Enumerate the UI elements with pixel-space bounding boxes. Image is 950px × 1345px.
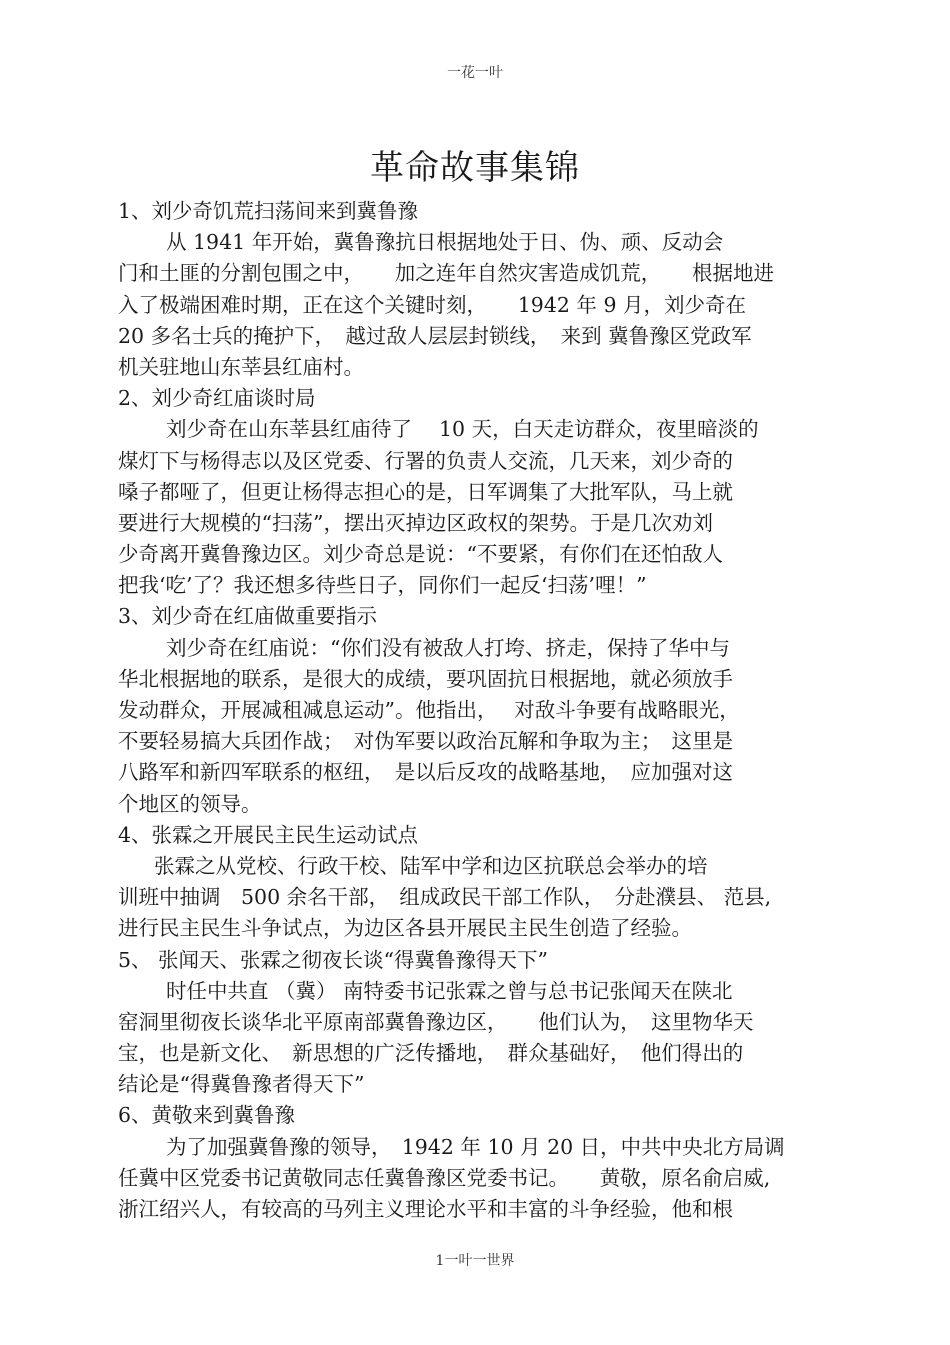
- paragraph-line: 把我‘吃’了？我还想多待些日子，同你们一起反‘扫荡’哩！”: [118, 573, 647, 598]
- paragraph-line: 入了极端困难时期，正在这个关键时刻， 1942 年 9 月，刘少奇在: [118, 292, 747, 317]
- paragraph-line: 不要轻易搞大兵团作战； 对伪军要以政治瓦解和争取为主； 这里是: [118, 729, 733, 754]
- section-heading: 5、 张闻天、张霖之彻夜长谈“得冀鲁豫得天下”: [118, 947, 549, 972]
- paragraph-line: 发动群众，开展减租减息运动”。他指出， 对敌斗争要有战略眼光，: [118, 698, 740, 722]
- paragraph-line: 要进行大规模的“扫荡”，摆出灭掉边区政权的架势。于是几次劝刘: [118, 510, 713, 535]
- paragraph-line: 时任中共直 （冀） 南特委书记张霖之曾与总书记张闻天在陕北: [166, 978, 733, 1003]
- paragraph-line: 窑洞里彻夜长谈华北平原南部冀鲁豫边区， 他们认为， 这里物华天: [118, 1009, 754, 1034]
- paragraph-line: 刘少奇在红庙说：“你们没有被敌人打垮、挤走，保持了华中与: [166, 635, 730, 660]
- paragraph-line: 为了加强冀鲁豫的领导， 1942 年 10 月 20 日，中共中央北方局调: [166, 1134, 785, 1159]
- section-heading: 1、刘少奇饥荒扫荡间来到冀鲁豫: [118, 199, 419, 223]
- paragraph-line: 刘少奇在山东莘县红庙待了 10 天，白天走访群众，夜里暗淡的: [166, 417, 759, 442]
- paragraph-line: 少奇离开冀鲁豫边区。刘少奇总是说：“不要紧，有你们在还怕敌人: [118, 542, 723, 567]
- paragraph-line: 20 多名士兵的掩护下， 越过敌人层层封锁线， 来到 冀鲁豫区党政军: [118, 323, 752, 348]
- paragraph-line: 八路军和新四军联系的枢纽， 是以后反攻的战略基地， 应加强对这: [118, 760, 733, 785]
- page-header: 一花一叶: [447, 65, 503, 81]
- paragraph-line: 嗓子都哑了，但更让杨得志担心的是，日军调集了大批军队，马上就: [118, 479, 733, 504]
- section-heading: 2、刘少奇红庙谈时局: [118, 386, 316, 411]
- paragraph-line: 宝，也是新文化、 新思想的广泛传播地， 群众基础好， 他们得出的: [118, 1041, 744, 1066]
- paragraph-line: 煤灯下与杨得志以及区党委、行署的负责人交流，几天来，刘少奇的: [118, 448, 733, 473]
- section-heading: 6、黄敬来到冀鲁豫: [118, 1103, 296, 1128]
- paragraph-line: 任冀中区党委书记黄敬同志任冀鲁豫区党委书记。 黄敬，原名俞启威,: [118, 1165, 771, 1190]
- section-heading: 4、张霖之开展民主民生运动试点: [118, 822, 419, 847]
- paragraph-line: 门和土匪的分割包围之中， 加之连年自然灾害造成饥荒， 根据地进: [118, 261, 774, 286]
- paragraph-line: 机关驻地山东莘县红庙村。: [118, 354, 364, 379]
- paragraph-line: 训班中抽调 500 余名干部， 组成政民干部工作队， 分赴濮县、 范县,: [118, 885, 772, 910]
- paragraph-line: 浙江绍兴人，有较高的马列主义理论水平和丰富的斗争经验，他和根: [118, 1197, 733, 1221]
- paragraph-line: 结论是“得冀鲁豫者得天下”: [118, 1072, 365, 1097]
- paragraph-line: 个地区的领导。: [118, 791, 262, 816]
- paragraph-line: 进行民主民生斗争试点，为边区各县开展民主民生创造了经验。: [118, 916, 692, 941]
- paragraph-line: 张霖之从党校、行政干校、陆军中学和边区抗联总会举办的培: [154, 853, 708, 878]
- paragraph-line: 华北根据地的联系，是很大的成绩，要巩固抗日根据地，就必须放手: [118, 666, 733, 691]
- paragraph-line: 从 1941 年开始，冀鲁豫抗日根据地处于日、伪、顽、反动会: [166, 230, 724, 255]
- page-footer: 1一叶一世界: [435, 1253, 515, 1269]
- document-title: 革命故事集锦: [370, 148, 580, 188]
- section-heading: 3、刘少奇在红庙做重要指示: [118, 604, 378, 629]
- document-body: [118, 196, 830, 1225]
